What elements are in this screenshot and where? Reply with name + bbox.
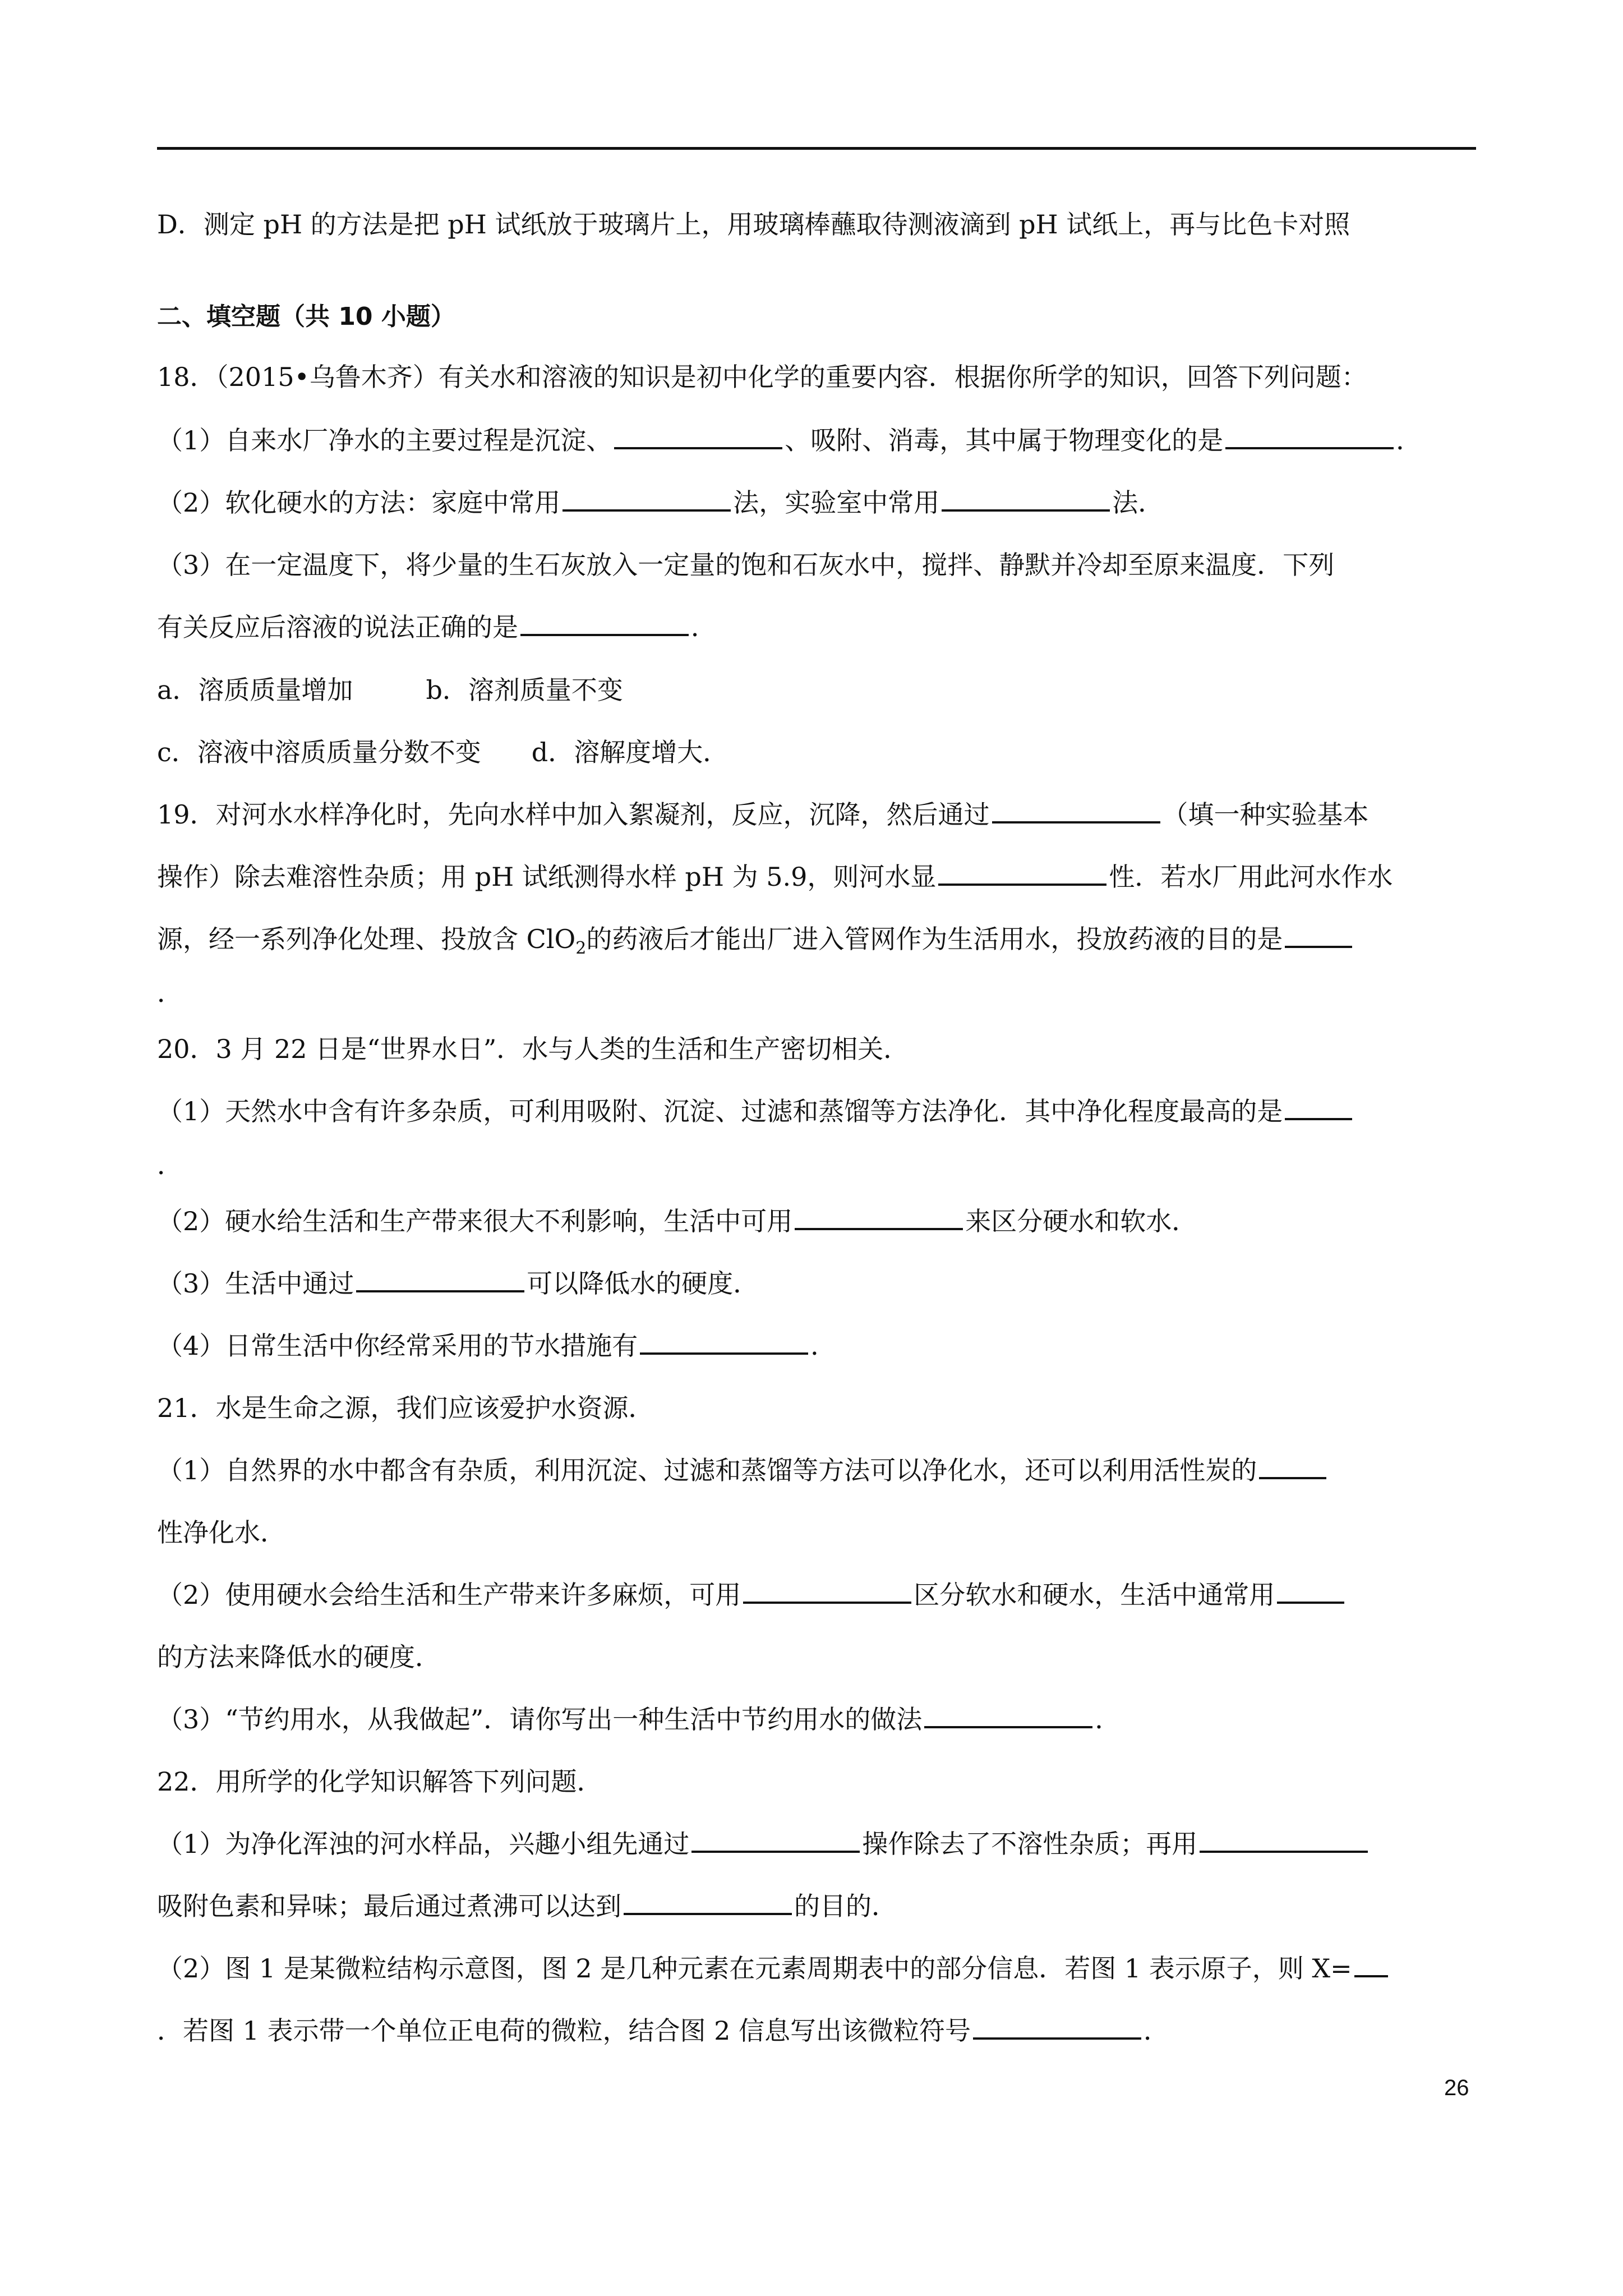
answer-blank[interactable] — [614, 425, 782, 449]
answer-blank[interactable] — [795, 1205, 963, 1230]
q22-stem: 22．用所学的化学知识解答下列问题． — [157, 1766, 603, 1797]
answer-blank[interactable] — [1200, 1828, 1368, 1853]
q19-line4: ． — [157, 978, 183, 1008]
q22-part1: （1）为净化浑浊的河水样品，兴趣小组先通过 操作除去了不溶性杂质；再用 — [157, 1827, 1370, 1861]
q22-part1-cont: 吸附色素和异味；最后通过煮沸可以达到 的目的． — [157, 1891, 897, 1921]
q21-part2: （2）使用硬水会给生活和生产带来许多麻烦，可用 区分软水和硬水，生活中通常用 — [157, 1578, 1347, 1612]
q19-line2: 操作）除去难溶性杂质；用 pH 试纸测得水样 pH 为 5.9，则河水显 性．若水厂用此河水作水 — [157, 862, 1393, 892]
q20-part1-end: ． — [157, 1150, 183, 1180]
q21-part1: （1）自然界的水中都含有杂质，利用沉淀、过滤和蒸馏等方法可以净化水，还可以利用活性炭的 — [157, 1453, 1329, 1487]
answer-blank[interactable] — [924, 1704, 1092, 1728]
q18-stem: 18．（2015•乌鲁木齐）有关水和溶液的知识是初中化学的重要内容．根据你所学的知识，回答下列问题： — [157, 362, 1367, 392]
q20-part1: （1）天然水中含有许多杂质，可利用吸附、沉淀、过滤和蒸馏等方法净化．其中净化程度最高的是 — [157, 1094, 1354, 1128]
answer-blank[interactable] — [992, 799, 1160, 823]
q21-stem: 21．水是生命之源，我们应该爱护水资源． — [157, 1393, 654, 1423]
q20-part2: （2）硬水给生活和生产带来很大不利影响，生活中可用 来区分硬水和软水． — [157, 1206, 1198, 1236]
answer-blank[interactable] — [1354, 1953, 1388, 1977]
answer-blank[interactable] — [356, 1268, 524, 1292]
q22-part2-cont: ．若图 1 表示带一个单位正电荷的微粒，结合图 2 信息写出该微粒符号 ． — [157, 2016, 1170, 2046]
q18-part2: （2）软化硬水的方法：家庭中常用 法，实验室中常用 法． — [157, 487, 1164, 518]
option-d: D．测定 pH 的方法是把 pH 试纸放于玻璃片上，用玻璃棒蘸取待测液滴到 pH 试纸上，再与比色卡对照 — [157, 209, 1350, 240]
answer-blank[interactable] — [1285, 923, 1352, 948]
answer-blank[interactable] — [520, 611, 689, 636]
q18-options-ab — [157, 673, 623, 707]
q20-part4: （4）日常生活中你经常采用的节水措施有 ． — [157, 1331, 837, 1361]
answer-blank[interactable] — [640, 1330, 808, 1355]
option-d: d．溶解度增大． — [531, 737, 729, 767]
q20-stem: 20．3 月 22 日是“世界水日”．水与人类的生活和生产密切相关． — [157, 1034, 910, 1064]
section-title: 二、填空题（共 10 小题） — [157, 302, 455, 331]
q19-line3: 源，经一系列净化处理、投放含 ClO$_2$的药液后才能出厂进入管网作为生活用水，投放药液的目的是 — [157, 922, 1354, 965]
page-number: 26 — [1444, 2076, 1469, 2100]
q21-part1-end: 性净化水． — [157, 1517, 286, 1548]
answer-blank[interactable] — [1225, 425, 1394, 449]
option-c: c．溶液中溶质质量分数不变 — [157, 737, 481, 767]
q18-part3-line1: （3）在一定温度下，将少量的生石灰放入一定量的饱和石灰水中，搅拌、静默并冷却至原来温度．下列 — [157, 550, 1335, 580]
answer-blank[interactable] — [942, 487, 1110, 512]
option-a: a．溶质质量增加 — [157, 675, 353, 705]
header-rule — [157, 147, 1476, 150]
answer-blank[interactable] — [743, 1579, 911, 1604]
q22-part2: （2）图 1 是某微粒结构示意图，图 2 是几种元素在元素周期表中的部分信息．若图 1 表示原子，则 X= — [157, 1952, 1390, 1985]
answer-blank[interactable] — [1277, 1579, 1344, 1604]
q18-part3-line2: 有关反应后溶液的说法正确的是 ． — [157, 612, 717, 642]
answer-blank[interactable] — [1285, 1096, 1352, 1120]
q21-part3: （3）“节约用水，从我做起”．请你写出一种生活中节约用水的做法 ． — [157, 1704, 1121, 1734]
q19-line1: 19．对河水水样净化时，先向水样中加入絮凝剂，反应，沉降，然后通过 （填一种实验基本 — [157, 799, 1369, 830]
answer-blank[interactable] — [562, 487, 731, 512]
answer-blank[interactable] — [691, 1828, 860, 1853]
q21-part2-end: 的方法来降低水的硬度． — [157, 1642, 441, 1672]
answer-blank[interactable] — [1259, 1455, 1326, 1479]
q18-part1: （1）自来水厂净水的主要过程是沉淀、 、吸附、消毒，其中属于物理变化的是 ． — [157, 425, 1422, 455]
answer-blank[interactable] — [973, 2015, 1141, 2040]
q18-options-cd — [157, 735, 728, 769]
answer-blank[interactable] — [938, 861, 1106, 886]
option-b: b．溶剂质量不变 — [426, 675, 623, 705]
answer-blank[interactable] — [624, 1890, 792, 1915]
q20-part3: （3）生活中通过 可以降低水的硬度． — [157, 1268, 759, 1299]
